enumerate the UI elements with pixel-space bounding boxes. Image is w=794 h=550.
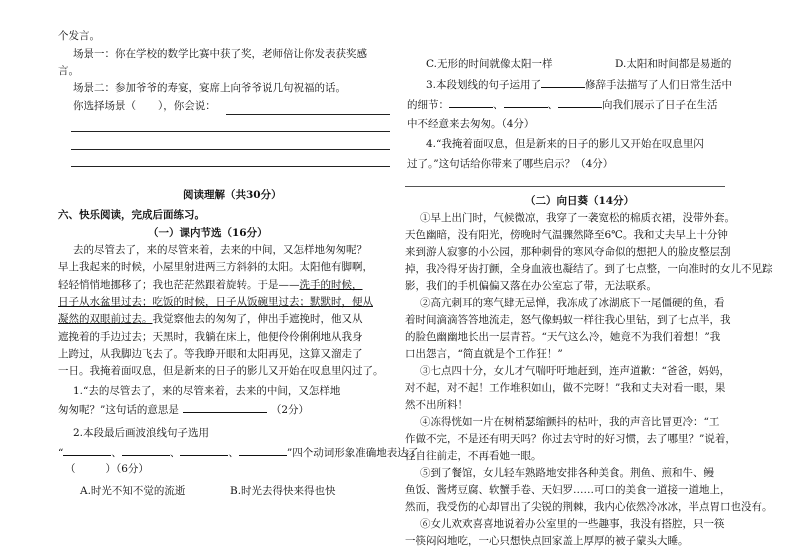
scene-one-cont: 言。 <box>58 65 79 77</box>
question-one-cont: 匆匆呢？”这句话的意思是 （2分） <box>58 404 310 416</box>
passage-line: 影，我们的手机偏偏又落在办公室忘了带，无法联系。 <box>405 280 657 292</box>
choose-scene: 你选择场景（ ），你会说： <box>73 100 216 112</box>
passage-line: ⑥女儿欢欢喜喜地说着办公室里的一些趣事，我没有搭腔，只一筷 <box>420 518 725 530</box>
passage-line: ①早上出门时，气候微凉，我穿了一袭宽松的棉质衣裙，没带外套。 <box>420 212 735 224</box>
passage-line: 早上我起来的时候，小屋里射进两三方斜斜的太阳。太阳他有脚啊， <box>58 261 373 273</box>
question-one: 1.“去的尽管去了，来的尽管来着，去来的中间，又怎样地 <box>73 385 341 397</box>
passage-line: 的脸色幽幽地长出一层青苔。“天气这么冷，她竟不为我们着想！”我 <box>405 331 721 343</box>
answer-line <box>71 131 390 132</box>
intro-tail: 个发言。 <box>58 30 100 42</box>
option-d: D.太阳和时间都是易逝的 <box>615 58 732 70</box>
passage-line: ⑤到了餐馆，女儿轻车熟路地安排各种美食。荆鱼、煎和牛、鳗 <box>420 467 714 479</box>
question-two-points: （ ）（6分） <box>65 463 149 475</box>
right-column <box>400 0 794 550</box>
passage-line: ③七点四十分，女儿才气喘吁吁地赶到，连声道歉：“爸爸，妈妈， <box>420 365 730 377</box>
sub-title-two: （二）向日葵（14分） <box>525 195 635 207</box>
passage-line: 口出怨言，“简直就是个工作狂！” <box>405 348 563 360</box>
passage-line: 鱼饭、酱烤豆腐、软蟹手卷、天妇罗……可口的美食一道接一道地上， <box>405 484 731 496</box>
scene-two: 场景二：参加爷爷的寿宴，宴席上向爷爷说几句祝福的话。 <box>73 82 346 94</box>
question-two: 2.本段最后画波浪线句子选用 <box>73 427 210 439</box>
passage-line: 一筷闷闷地吃，一心只想快点回家盖上厚厚的被子蒙头大睡。 <box>405 535 689 547</box>
passage-line: 凝然的双眼前过去。我觉察他去的匆匆了，伸出手遮挽时，他又从 <box>58 313 363 325</box>
section-six-title: 六、快乐阅读，完成后面练习。 <box>58 209 205 221</box>
passage-line: 然不出所料！ <box>405 399 468 411</box>
option-b: B.时光去得快来得也快 <box>230 485 336 497</box>
question-four-cont: 过了。”这句话给你带来了哪些启示？（4分） <box>407 158 614 170</box>
option-a: A.时光不知不觉的流逝 <box>80 485 186 497</box>
passage-line: 对不起，对不起！工作堆积如山，做不完呀！”我和丈夫对看一眼，果 <box>405 382 726 394</box>
passage-line: 天色幽暗，没有阳光，傍晚时气温骤然降至6℃。我和丈夫早上十分钟 <box>405 229 728 241</box>
passage-line: 上跨过，从我脚边飞去了。等我睁开眼和太阳再见，这算又溜走了 <box>58 348 363 360</box>
passage-line: ②高亢刺耳的寒气肆无忌惮，我冻成了冰湖底下一尾僵硬的鱼，看 <box>420 297 725 309</box>
passage-line: 着时间滴滴答答地流走，怒气像蚂蚁一样往我心里钻，到了七点半，我 <box>405 314 731 326</box>
question-four: 4.“我掩着面叹息，但是新来的日子的影儿又开始在叹息里闪 <box>426 138 704 150</box>
passage-line: 作做不完，不是还有明天吗？你过去守时的好习惯，去了哪里？”说着， <box>405 433 736 445</box>
passage-line: 日子从水盆里过去；吃饭的时候，日子从饭碗里过去；默默时，便从 <box>58 296 373 308</box>
answer-line <box>71 166 390 167</box>
passage-line: 一日。我掩着面叹息，但是新来的日子的影儿又开始在叹息里闪过了。 <box>58 365 384 377</box>
sub-title-one: （一）课内节选（16分） <box>148 227 268 239</box>
question-two-cont: “ 、 、 、 ”四个动词形象准确地表达了 <box>58 447 419 459</box>
answer-line <box>405 186 725 187</box>
answer-line <box>226 114 390 115</box>
passage-line: 来到游人寂寥的小公园，那种刺骨的寒风夺命似的想把人的脸皮整层刮 <box>405 246 731 258</box>
question-three-points: 中不经意来去匆匆。（4分） <box>407 118 535 130</box>
option-c: C.无形的时间就像太阳一样 <box>426 58 553 70</box>
passage-line: 去的尽管去了，来的尽管来着，去来的中间，又怎样地匆匆呢？ <box>73 244 367 256</box>
answer-line <box>71 149 390 150</box>
passage-line: ④冻得恍如一片在树梢瑟缩颤抖的枯叶，我的声音比冒更冷：“工 <box>420 416 720 428</box>
reading-title: 阅读理解（共30分） <box>183 189 282 201</box>
passage-line: 轻轻悄悄地挪移了；我也茫茫然跟着旋转。于是——洗手的时候， <box>58 279 363 291</box>
passage-line: 径自往前走，不再看她一眼。 <box>405 450 542 462</box>
passage-line: 遮挽着的手边过去；天黑时，我躺在床上，他便伶伶俐俐地从我身 <box>58 331 363 343</box>
passage-line: 掉，我冷得牙齿打颤，全身血液也凝结了。到了七点整，一向准时的女儿不见踪 <box>405 263 773 275</box>
scene-one: 场景一：你在学校的数学比赛中获了奖，老师倍让你发表获奖感 <box>73 48 367 60</box>
question-three: 3.本段划线的句子运用了 修辞手法描写了人们日常生活中 <box>426 79 733 91</box>
passage-line: 然而，我受伤的心却冒出了尖锐的荆棘，我内心依然冷冰冰，半点胃口也没有。 <box>405 501 773 513</box>
question-three-cont: 的细节： 、 、 向我们展示了日子在生活 <box>407 99 718 111</box>
